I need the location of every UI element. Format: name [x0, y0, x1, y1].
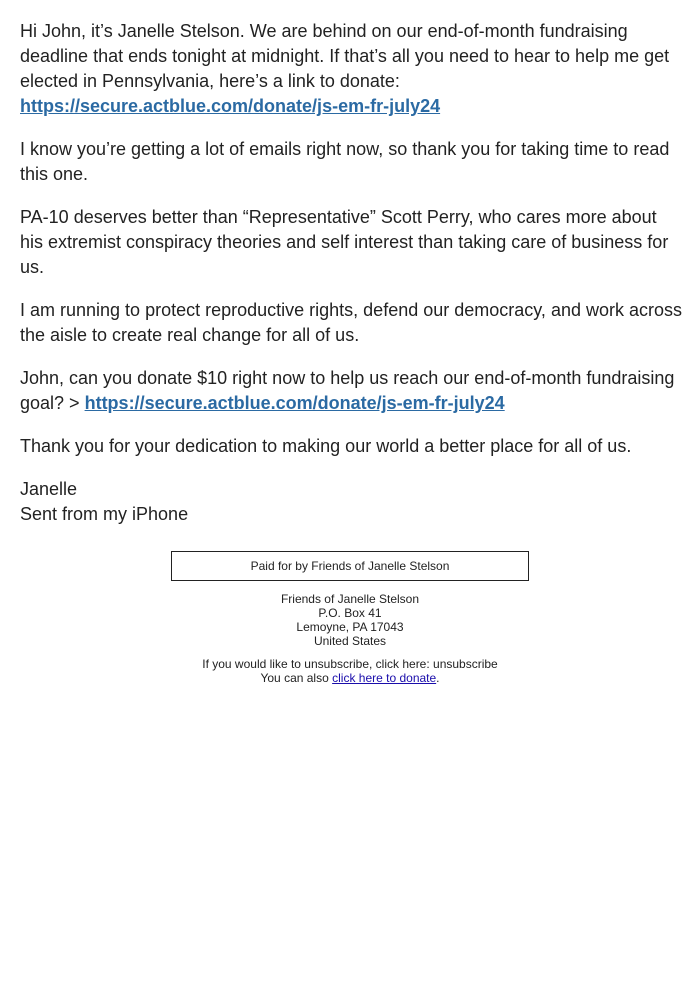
paid-for-box [171, 551, 529, 581]
paragraph-opponent: PA-10 deserves better than “Representative” Scott Perry, who cares more about his extremist conspiracy theories and self interest than taking care of business for us. [20, 207, 669, 277]
donate-suffix: . [436, 671, 440, 685]
footer-donate-link[interactable]: click here to donate [332, 671, 437, 685]
address-line-country: United States [313, 634, 387, 648]
paragraph-intro [20, 19, 682, 119]
donate-link-2[interactable]: https://secure.actblue.com/donate/js-em-fr-july24 [84, 393, 505, 413]
signoff [20, 477, 682, 527]
donate-link-1[interactable]: https://secure.actblue.com/donate/js-em-fr-july24 [20, 96, 441, 116]
unsubscribe-section [0, 657, 700, 685]
address-line-po-box: P.O. Box 41 [318, 606, 382, 620]
unsubscribe-text[interactable]: If you would like to unsubscribe, click here: unsubscribe [202, 657, 498, 671]
paid-for-text: Paid for by Friends of Janelle Stelson [250, 559, 450, 573]
email-footer [0, 551, 700, 685]
paragraph-thanks-reading: I know you’re getting a lot of emails right now, so thank you for taking time to read this one. [20, 139, 670, 184]
email-body [20, 19, 682, 545]
paragraph-closing: Thank you for your dedication to making our world a better place for all of us. [20, 436, 632, 456]
signoff-device: Sent from my iPhone [20, 504, 189, 524]
paragraph-intro-text: Hi John, it’s Janelle Stelson. We are behind on our end-of-month fundraising deadline that ends tonight at midnight. If that’s all you need to hear to help me get elected in Pennsylvania, here’s a link to donate: [20, 21, 670, 91]
paragraph-ask-text: John, can you donate $10 right now to help us reach our end-of-month fundraising goal? > [20, 368, 675, 413]
mailing-address [0, 592, 700, 648]
signoff-name: Janelle [20, 479, 78, 499]
donate-line [0, 671, 700, 685]
address-line-org: Friends of Janelle Stelson [280, 592, 420, 606]
paragraph-ask [20, 366, 682, 416]
paragraph-platform: I am running to protect reproductive rights, defend our democracy, and work across the aisle to create real change for all of us. [20, 300, 682, 345]
address-line-city: Lemoyne, PA 17043 [296, 620, 404, 634]
donate-prefix: You can also [260, 671, 329, 685]
